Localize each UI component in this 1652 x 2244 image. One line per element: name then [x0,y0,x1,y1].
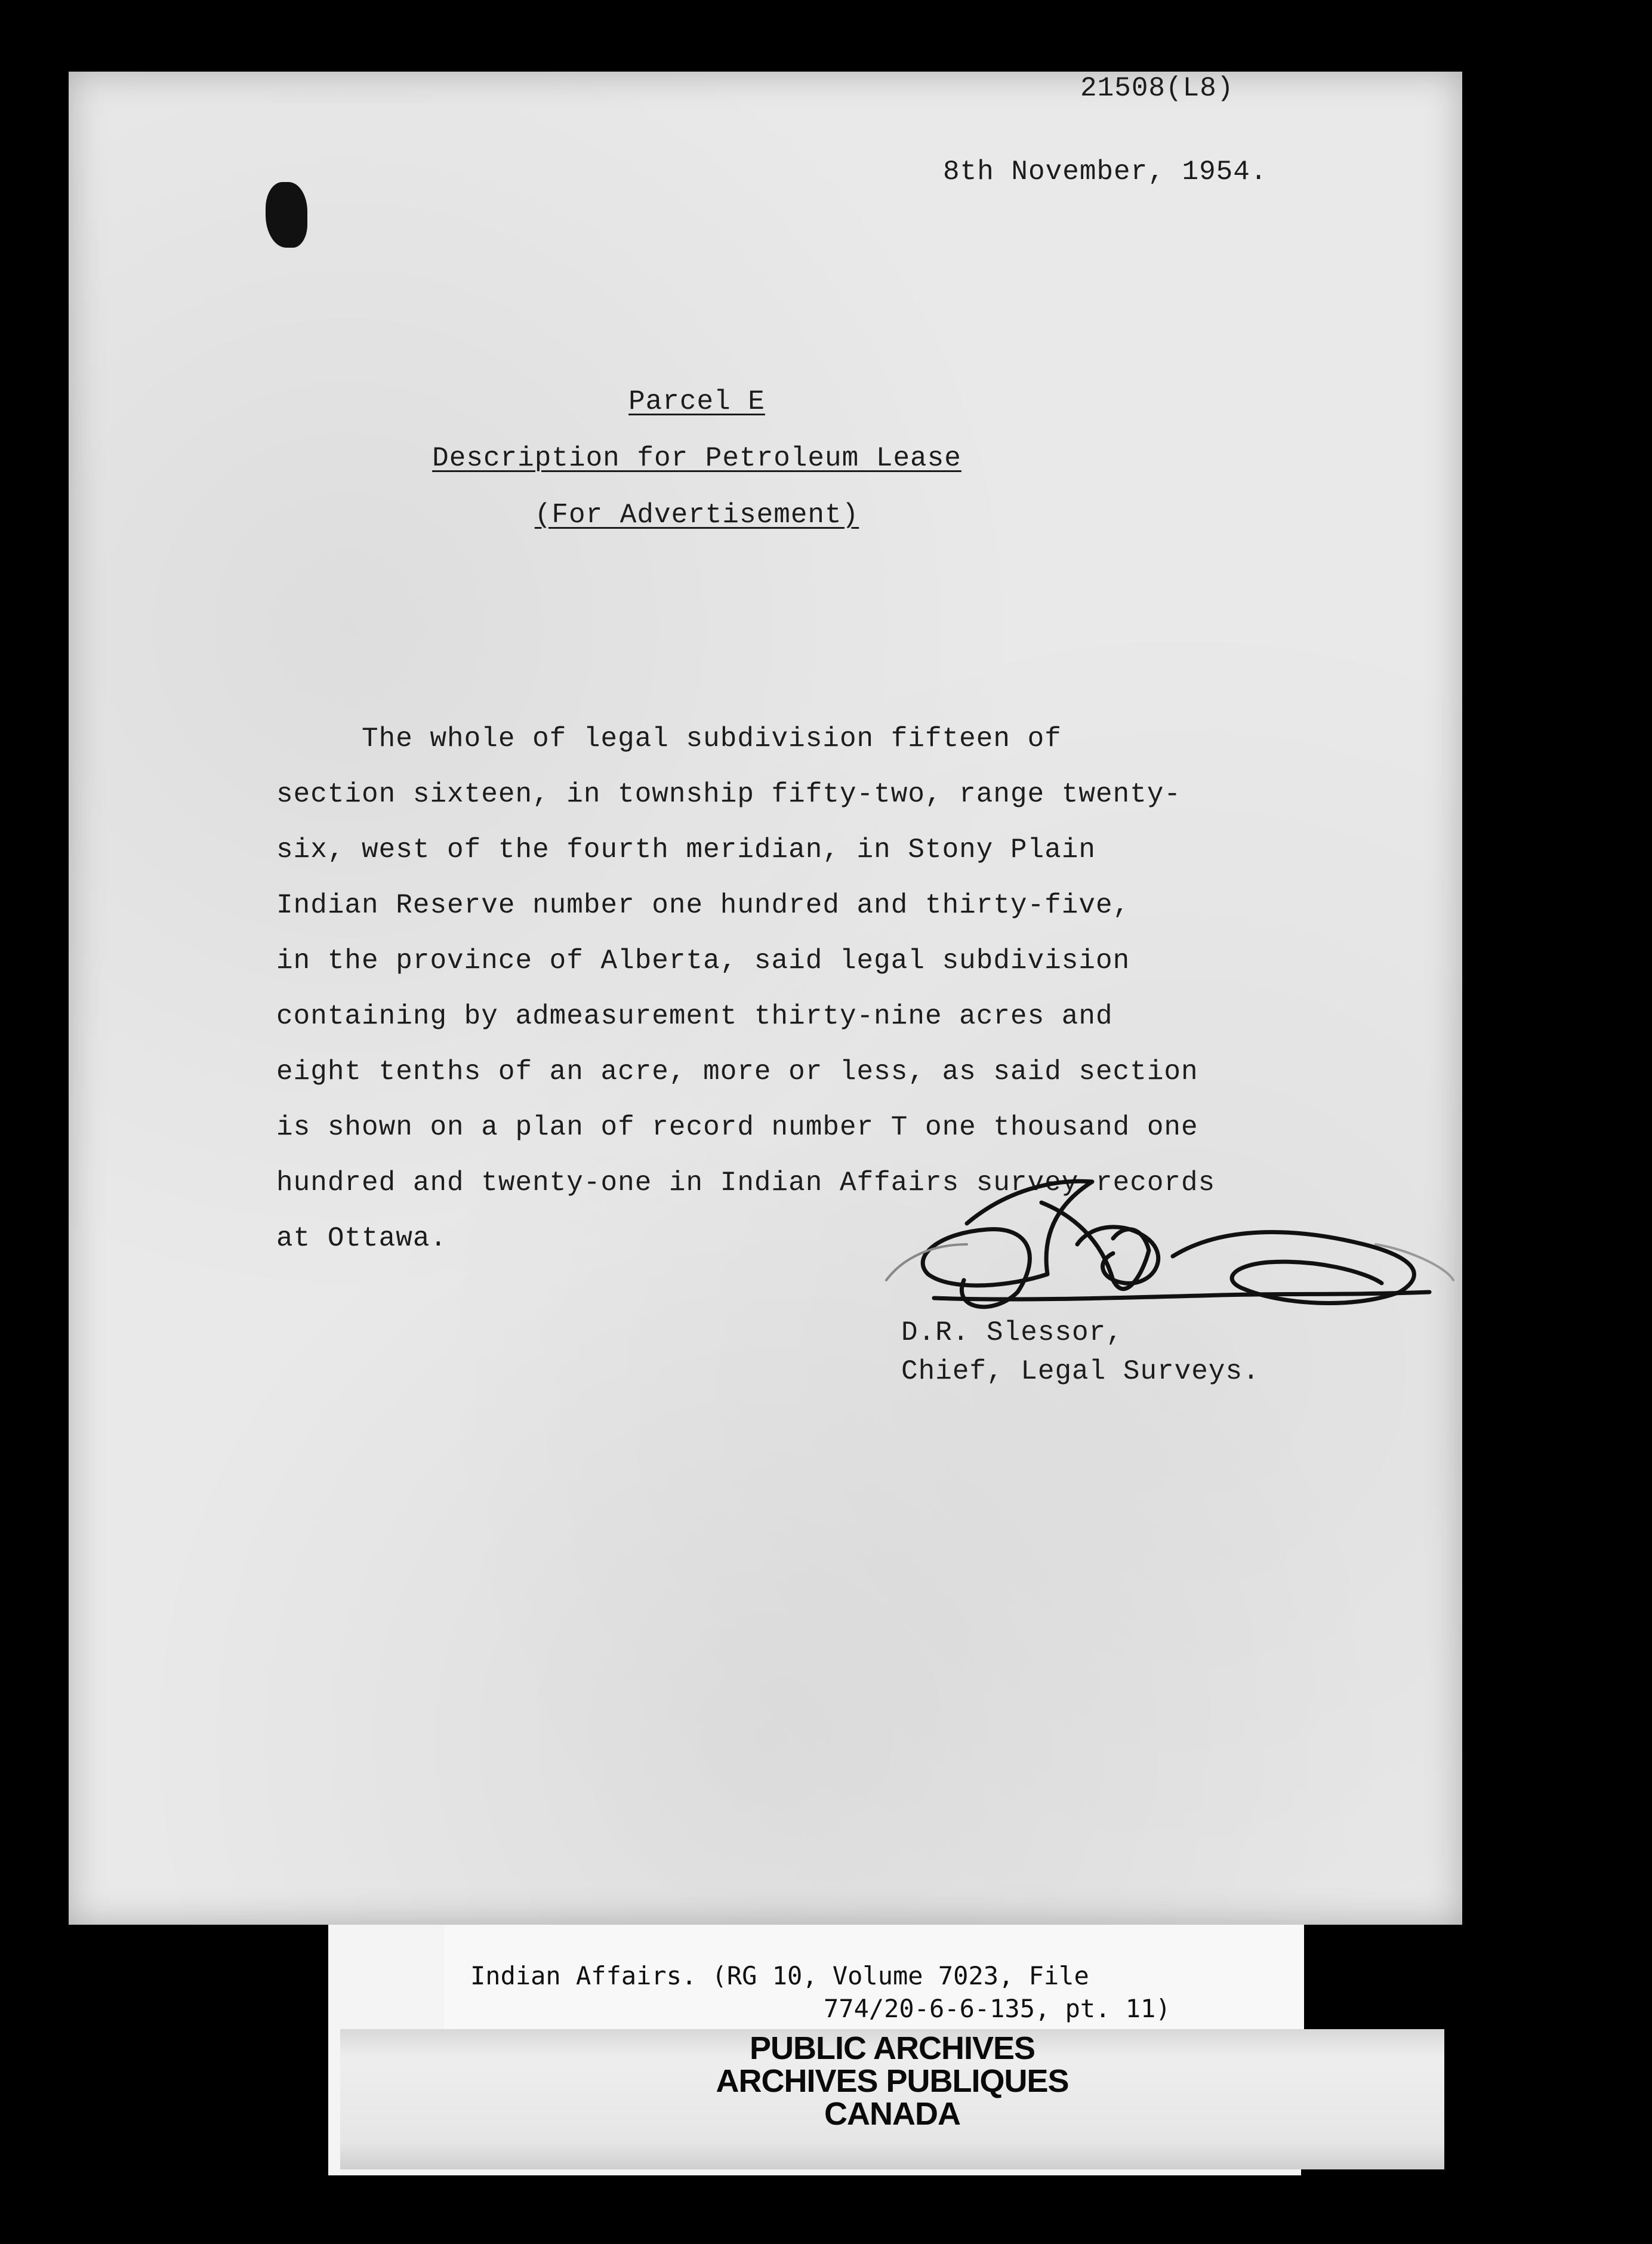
letter-page [69,72,1462,1925]
body-line: is shown on a plan of record number T one thousand one [276,1112,1198,1143]
body-line: six, west of the fourth meridian, in Stony Plain [276,834,1096,865]
punch-hole [266,182,307,248]
body-line: hundred and twenty-one in Indian Affairs survey records [276,1167,1216,1198]
archive-stamp-line: ARCHIVES PUBLIQUES [716,2063,1069,2099]
heading-advertisement: (For Advertisement) [534,500,859,531]
heading-parcel: Parcel E [628,386,765,417]
archive-citation-line: Indian Affairs. (RG 10, Volume 7023, File [470,1961,1089,1990]
body-line: section sixteen, in township fifty-two, range twenty- [276,779,1182,810]
body-line: eight tenths of an acre, more or less, as said section [276,1056,1198,1087]
signer-title: Chief, Legal Surveys. [901,1356,1260,1387]
body-line: The whole of legal subdivision fifteen of [276,723,1062,754]
signer-name: D.R. Slessor, [901,1317,1123,1348]
body-line: at Ottawa. [276,1223,448,1254]
letter-date: 8th November, 1954. [943,156,1268,187]
body-line: in the province of Alberta, said legal subdivision [276,945,1130,976]
archive-stamp-line: CANADA [824,2096,960,2132]
heading-description: Description for Petroleum Lease [432,443,961,474]
archive-citation-line: 774/20-6-6-135, pt. 11) [824,1994,1171,2023]
reference-number: 21508(L8) [1080,73,1234,104]
body-line: containing by admeasurement thirty-nine acres and [276,1001,1113,1032]
archive-stamp-line: PUBLIC ARCHIVES [749,2030,1035,2066]
body-line: Indian Reserve number one hundred and thirty-five, [276,890,1130,921]
